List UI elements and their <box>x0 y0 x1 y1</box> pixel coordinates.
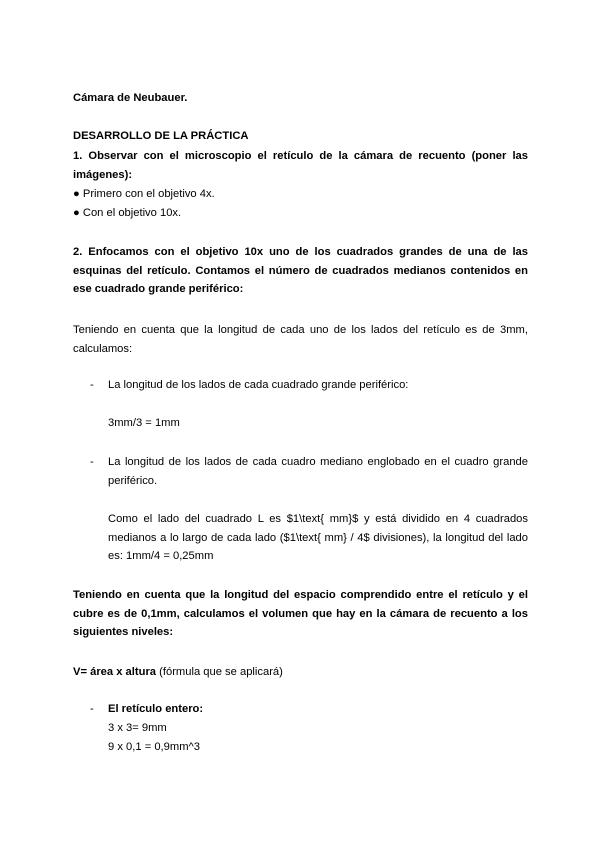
document-title: Cámara de Neubauer. <box>73 92 188 104</box>
dash-marker: - <box>90 379 94 391</box>
intro-paragraph: Teniendo en cuenta que la longitud de cada uno de los lados del retículo es de 3mm, calculamos: <box>73 324 528 355</box>
bullet-item-10x: ● Con el objetivo 10x. <box>73 207 182 219</box>
dash-marker: - <box>90 703 94 715</box>
dash-marker: - <box>90 456 94 468</box>
formula-note: (fórmula que se aplicará) <box>156 666 283 678</box>
formula-bold: V= área x altura <box>73 666 157 678</box>
calculation-line: 9 x 0,1 = 0,9mm^3 <box>108 741 200 753</box>
calculation-line: 3 x 3= 9mm <box>108 722 167 734</box>
list-item-text: La longitud de los lados de cada cuadro mediano englobado en el cuadro grande periférico. <box>108 456 528 487</box>
step-2-heading: 2. Enfocamos con el objetivo 10x uno de los cuadrados grandes de una de las esquinas del retículo. Contamos el número de cuadrados medianos contenidos en ese cuadrado grande periférico: <box>73 246 528 295</box>
list-item-text: El retículo entero: <box>108 703 204 715</box>
section-heading: DESARROLLO DE LA PRÁCTICA <box>73 130 249 142</box>
list-item-text: La longitud de los lados de cada cuadrado grande periférico: <box>108 379 409 391</box>
calculation-paragraph: Como el lado del cuadrado L es $1\text{ mm}$ y está dividido en 4 cuadrados medianos a lo largo de cada lado ($1\text{ mm} / 4$ divisiones), la longitud del lado es: 1mm/4 = 0,25mm <box>108 513 528 562</box>
formula-line <box>73 663 528 682</box>
calculation-line: 3mm/3 = 1mm <box>108 417 180 429</box>
step-1-heading: 1. Observar con el microscopio el retículo de la cámara de recuento (poner las imágenes): <box>73 150 528 181</box>
volume-intro-paragraph: Teniendo en cuenta que la longitud del espacio comprendido entre el retículo y el cubre es de 0,1mm, calculamos el volumen que hay en la cámara de recuento a los siguientes niveles: <box>73 589 528 638</box>
bullet-item-4x: ● Primero con el objetivo 4x. <box>73 188 215 200</box>
